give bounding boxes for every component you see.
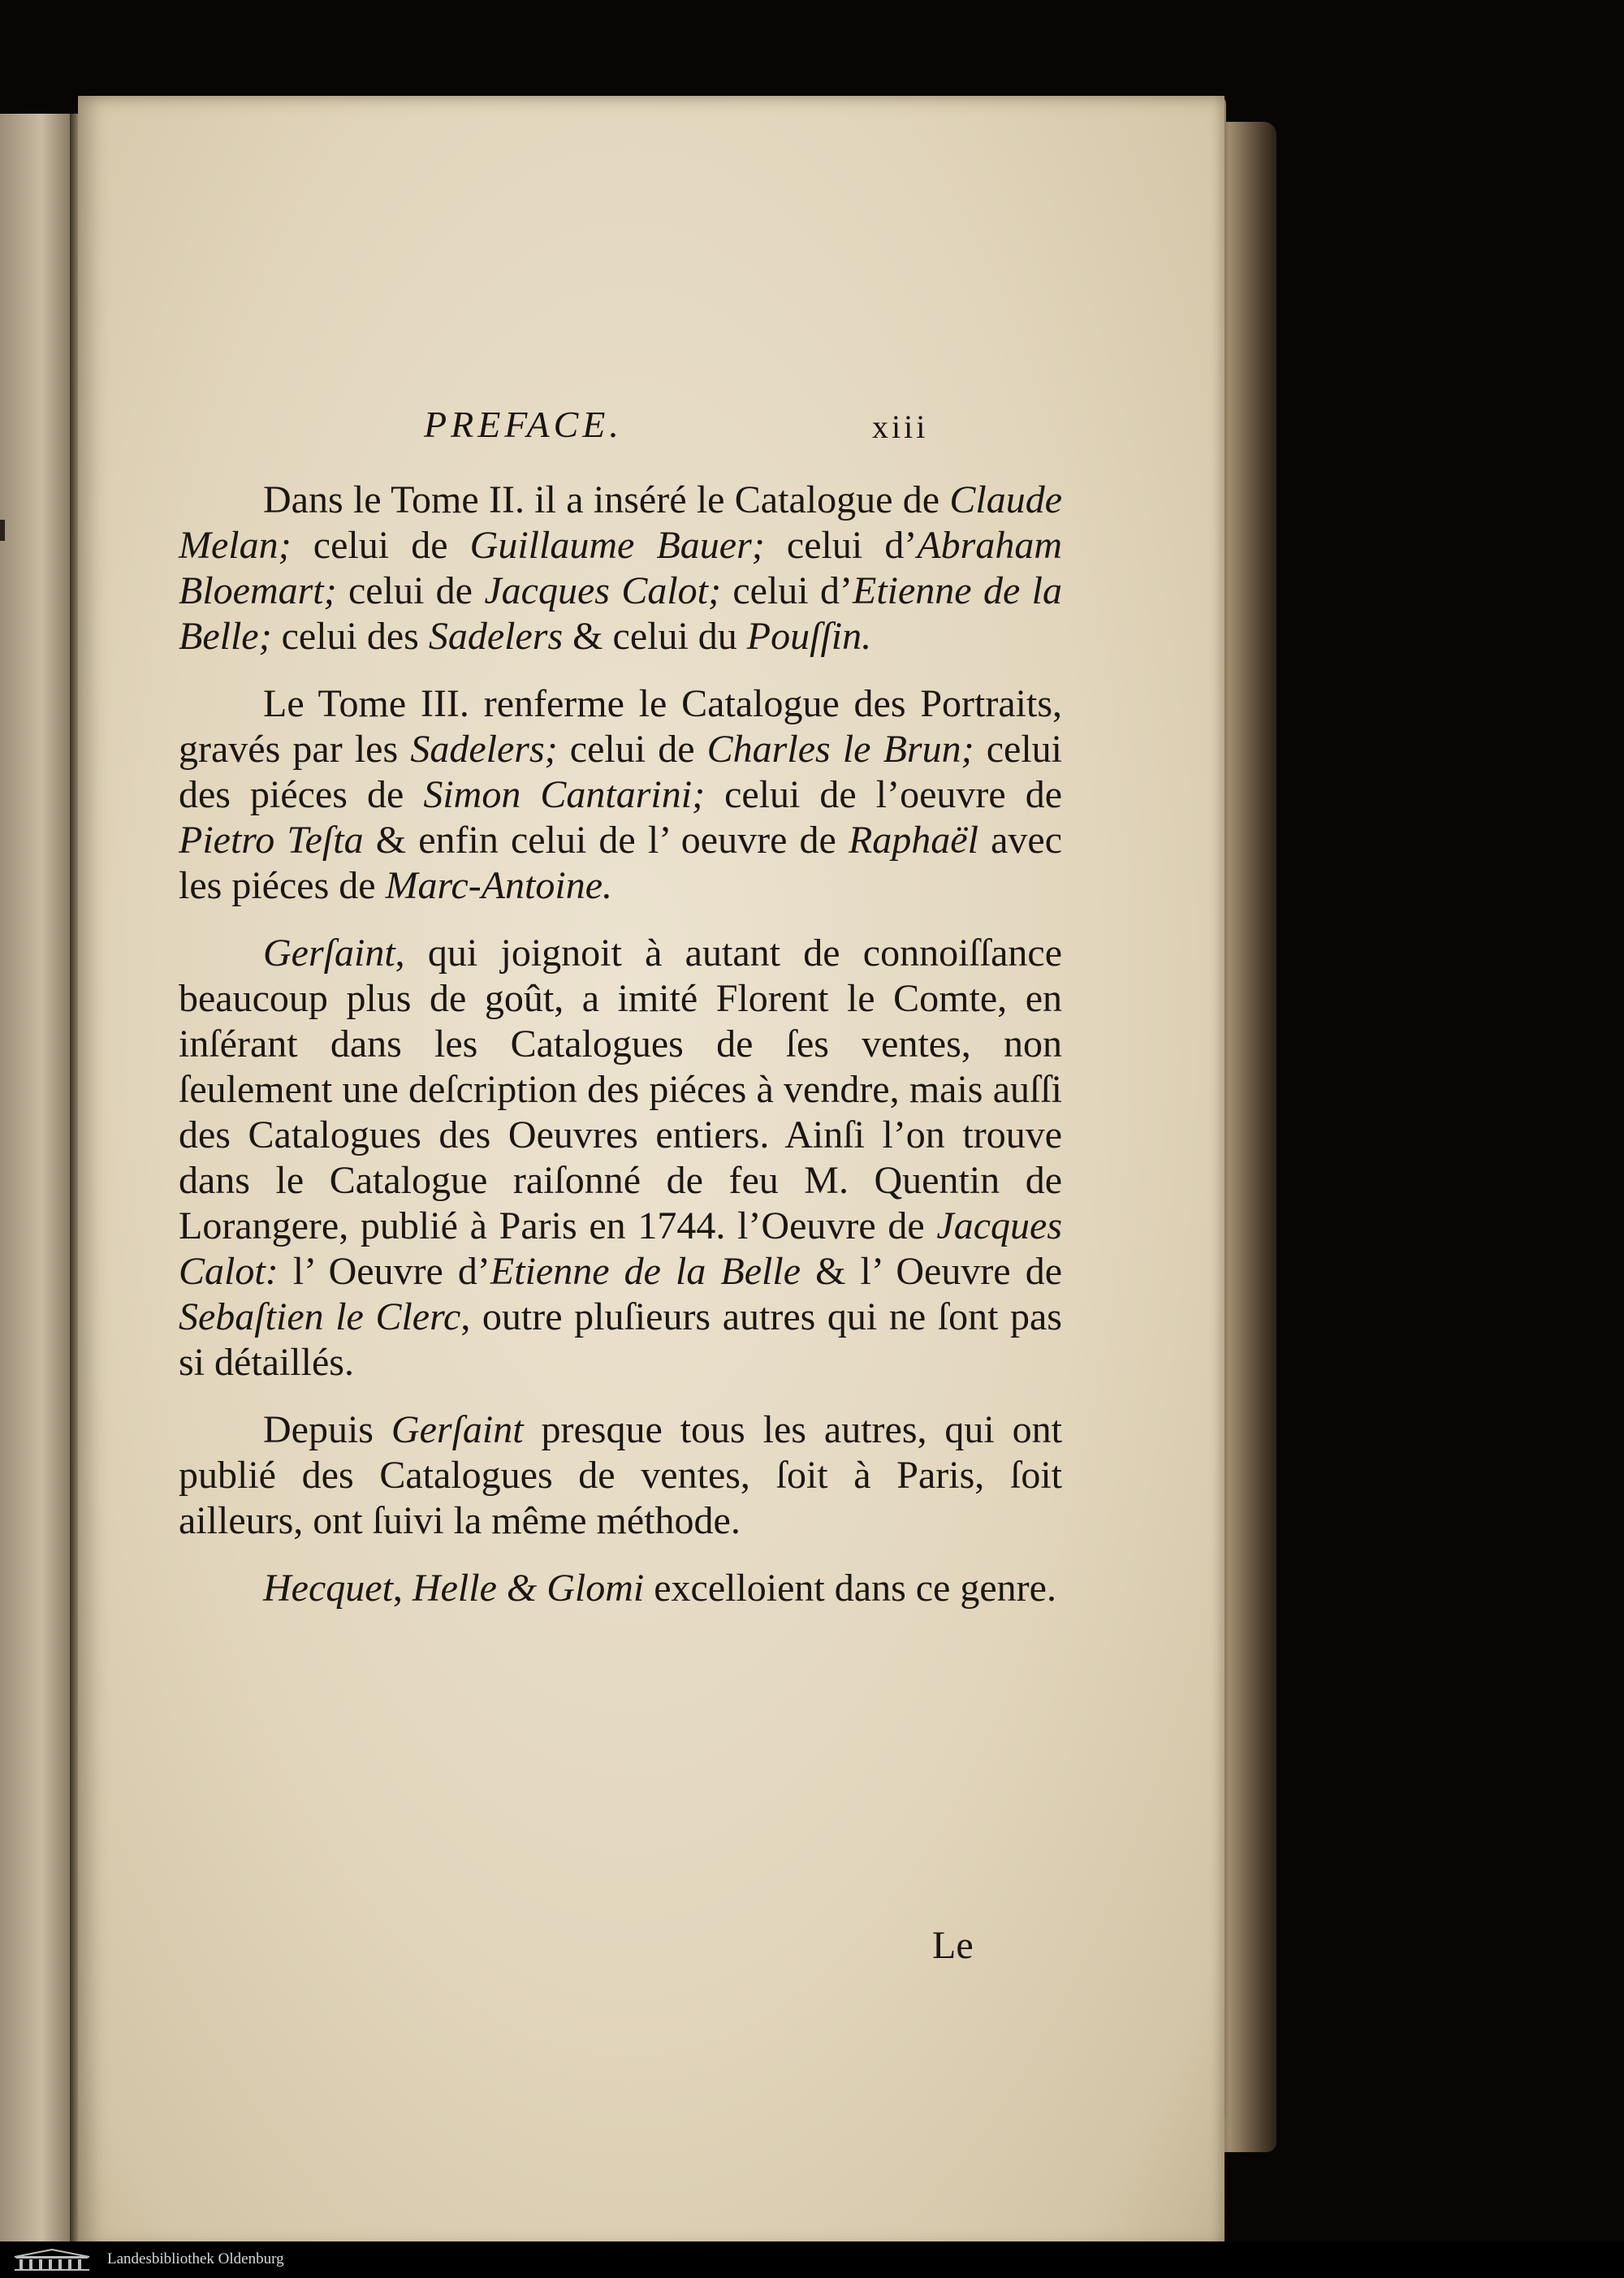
paragraph bbox=[179, 1407, 1062, 1544]
italic-run: Jacques Calot; bbox=[484, 569, 721, 612]
text-run: , outre pluſieurs autres qui ne ſont pas si détaillés. bbox=[179, 1295, 1062, 1384]
italic-run: Pietro Teſta bbox=[179, 819, 364, 862]
text-run: & celui du bbox=[563, 615, 747, 658]
running-title: PREFACE. bbox=[424, 404, 623, 445]
text-run: , qui joignoit à autant de connoiſſance beaucoup plus de goût, a imité Florent le Comte, en inſérant dans les Catalogues de ſes ventes, non ſeulement une deſcription des piéces à vendre, mais auſſi des Catalogues des Oeuvres entiers. Ainſi l’on trouve dans le Catalogue raiſonné de feu M. Quentin de Lorangere, publié à Paris en 1744. l’Oeuvre de bbox=[179, 932, 1062, 1247]
paragraph bbox=[179, 681, 1062, 909]
text-run: celui d’ bbox=[764, 524, 918, 567]
italic-run: Marc-Antoine. bbox=[385, 864, 613, 907]
italic-run: Abraham Bloemart; bbox=[179, 524, 1062, 612]
page-header bbox=[78, 403, 1224, 460]
text-run: celui des piéces de bbox=[179, 728, 1063, 816]
footer-bar bbox=[0, 2241, 1624, 2278]
text-run: excelloient dans ce genre. bbox=[644, 1567, 1056, 1610]
text-run: celui de bbox=[291, 524, 470, 567]
italic-run: Raphaël bbox=[848, 819, 978, 862]
italic-run: Gerſaint bbox=[391, 1408, 524, 1451]
paragraph bbox=[179, 931, 1062, 1385]
italic-run: Etienne de la Belle; bbox=[179, 569, 1062, 658]
text-run: avec les piéces de bbox=[179, 819, 1062, 907]
text-run: , bbox=[392, 1567, 412, 1610]
text-run: Dans le Tome II. il a inséré le Catalogue de bbox=[263, 478, 950, 521]
italic-run: Sadelers bbox=[428, 615, 564, 658]
facing-left-page bbox=[0, 114, 72, 2258]
text-run: celui de l’oeuvre de bbox=[705, 773, 1063, 816]
paragraph bbox=[179, 478, 1062, 659]
text-run: celui de bbox=[557, 728, 707, 771]
italic-run: Charles le Brun; bbox=[706, 728, 974, 771]
body-text bbox=[179, 478, 1062, 1633]
italic-run: Guillaume Bauer; bbox=[469, 524, 765, 567]
library-building-icon bbox=[11, 2248, 93, 2272]
text-run: & enfin celui de l’ oeuvre de bbox=[363, 819, 849, 862]
italic-run: Sebaſtien le Clerc bbox=[179, 1295, 461, 1338]
italic-run: Jacques Calot: bbox=[179, 1204, 1062, 1293]
text-run: celui des bbox=[271, 615, 429, 658]
italic-run: Hecquet bbox=[263, 1567, 393, 1610]
library-name: Landesbibliothek Oldenburg bbox=[107, 2250, 284, 2267]
italic-run: Simon Cantarini; bbox=[423, 773, 706, 816]
text-run: & l’ Oeuvre de bbox=[801, 1250, 1063, 1293]
text-run: celui de bbox=[336, 569, 485, 612]
book-page bbox=[78, 96, 1224, 2250]
catchword: Le bbox=[932, 1924, 974, 1967]
page-number: xiii bbox=[872, 408, 929, 445]
italic-run: Helle & Glomi bbox=[412, 1567, 645, 1610]
italic-run: Pouſſin. bbox=[746, 615, 872, 658]
text-run: Depuis bbox=[263, 1408, 391, 1451]
text-run: presque tous les autres, qui ont publié des Catalogues de ventes, ſoit à Paris, ſoit ailleurs, ont ſuivi la même méthode. bbox=[179, 1408, 1063, 1542]
left-page-ink-mark bbox=[0, 520, 5, 541]
italic-run: Sadelers; bbox=[410, 728, 558, 771]
italic-run: Claude Melan; bbox=[179, 478, 1062, 567]
text-run: Le Tome III. renferme le Catalogue des Portraits, gravés par les bbox=[179, 682, 1062, 771]
text-run: celui d’ bbox=[720, 569, 853, 612]
paragraph bbox=[179, 1566, 1062, 1611]
italic-run: Etienne de la Belle bbox=[490, 1250, 801, 1293]
text-run: l’ Oeuvre d’ bbox=[278, 1250, 490, 1293]
italic-run: Gerſaint bbox=[263, 932, 395, 975]
